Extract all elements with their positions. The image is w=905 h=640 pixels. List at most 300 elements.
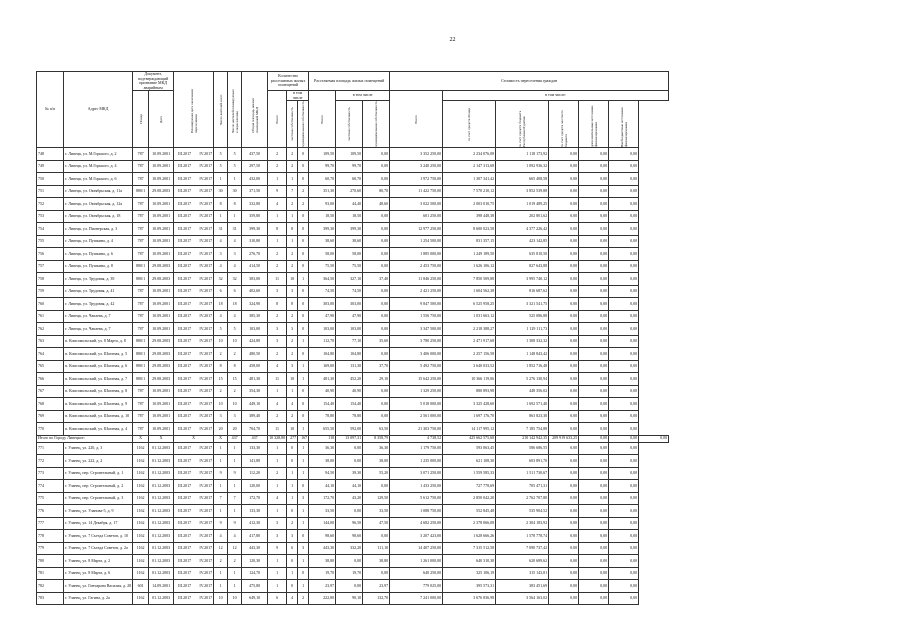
table-cell: г. Липецк, ул. Октябрьская, д. 18 (64, 210, 133, 223)
table-cell: 38,60 (336, 235, 363, 248)
col-address: Адрес МКД (64, 72, 133, 148)
table-cell: 14 407 250,00 (390, 542, 443, 555)
table-cell: 10.09.2001 (149, 323, 174, 336)
table-cell: 753 (37, 210, 64, 223)
cell-demolition-date: IV.2017 (199, 582, 213, 588)
table-cell: 0,00 (609, 410, 639, 423)
table-cell: 1162 (133, 505, 149, 518)
table-cell: 0 (298, 480, 309, 493)
table-cell: 1162 (133, 530, 149, 543)
table-cell: 3 240 250,00 (390, 160, 443, 173)
col-rooms-municipal: муниципальная собственность (298, 101, 309, 148)
cell-relocation-date: III.2017 (178, 200, 192, 206)
table-cell: 3 (298, 542, 309, 555)
cell-planned-dates (174, 492, 214, 505)
table-cell: 14.09.2001 (149, 580, 174, 593)
table-cell: 0,00 (609, 235, 639, 248)
table-cell: 2 (228, 348, 242, 361)
table-cell: 0 (298, 530, 309, 543)
table-cell: 9 (268, 185, 287, 198)
col-doc-date: Дата (149, 91, 174, 148)
table-cell: 32 (214, 273, 228, 286)
cell-planned-dates (174, 323, 214, 336)
table-cell: 0,00 (549, 285, 579, 298)
table-cell: 0,00 (363, 398, 390, 411)
cell-demolition-date: IV.2017 (199, 275, 213, 281)
table-cell: 760 (37, 298, 64, 311)
cell-relocation-date: III.2017 (178, 275, 192, 281)
table-cell: 3 (268, 517, 287, 530)
table-cell: 5 612 750,00 (390, 492, 443, 505)
cell-relocation-date: III.2017 (178, 595, 192, 600)
total-cell: Х (133, 435, 149, 442)
table-cell: 4 (268, 198, 287, 211)
table-cell: 452,20 (336, 373, 363, 386)
table-cell: 44,10 (309, 480, 336, 493)
cell-planned-dates (174, 248, 214, 261)
table-cell: 0,00 (549, 480, 579, 493)
table-cell: 1 (287, 492, 298, 505)
table-cell: г. Уланец, пер. Строительный, д. 2 (64, 480, 133, 493)
table-cell: 2 (268, 410, 287, 423)
table-cell: 1 (287, 480, 298, 493)
table-cell: 1 (214, 173, 228, 186)
table-row (37, 285, 669, 298)
table-cell: 1 (268, 505, 287, 518)
cell-demolition-date: IV.2017 (199, 595, 213, 600)
table-cell: 831 357,15 (443, 235, 496, 248)
table-cell: 1 088 750,00 (390, 505, 443, 518)
table-cell: 0,00 (549, 310, 579, 323)
table-cell: 15 (214, 373, 228, 386)
table-cell: 1 148 843,42 (496, 348, 549, 361)
table-cell: 0,00 (336, 505, 363, 518)
table-cell: 0,00 (336, 555, 363, 568)
table-cell: 0,00 (579, 530, 609, 543)
table-cell: 1 (298, 517, 309, 530)
table-body-part2 (37, 442, 669, 605)
cell-relocation-date: III.2017 (178, 213, 192, 218)
table-cell: 154,40 (309, 398, 336, 411)
table-cell: 0 (298, 323, 309, 336)
table-cell: 749 (37, 160, 64, 173)
cell-relocation-date: III.2017 (178, 507, 192, 513)
table-cell: 310,80 (242, 235, 268, 248)
cell-relocation-date: III.2017 (178, 470, 192, 475)
table-cell: 8 (228, 360, 242, 373)
col-fund: за счет средств Фонда (443, 101, 496, 148)
table-cell: 0,00 (579, 173, 609, 186)
table-cell: 0,00 (609, 310, 639, 323)
table-cell: 2 003 010,75 (443, 198, 496, 211)
table-cell: 880 893,98 (443, 385, 496, 398)
table-cell: 2 257 156,58 (443, 348, 496, 361)
table-cell: 3 (268, 285, 287, 298)
table-cell: г. Липецк, ул. Трудовая, д. 41 (64, 285, 133, 298)
table-cell: 29.08.2003 (149, 373, 174, 386)
table-row (37, 385, 669, 398)
table-cell: 1 (298, 335, 309, 348)
table-cell: 0,00 (363, 260, 390, 273)
table-cell: 0,00 (609, 480, 639, 493)
cell-demolition-date: IV.2017 (199, 570, 213, 575)
table-cell: 1 (287, 210, 298, 223)
table-cell: 768 (37, 398, 64, 411)
table-cell: 2 234 076,08 (443, 148, 496, 161)
table-cell: 787 (133, 173, 149, 186)
table-cell: 38,80 (309, 555, 336, 568)
table-cell: 0,00 (579, 185, 609, 198)
table-cell: 3 321 541,75 (496, 298, 549, 311)
table-cell: г. Уланец, ул. 222, д. 2 (64, 455, 133, 468)
table-cell: 40,90 (309, 385, 336, 398)
table-cell: 80,70 (363, 185, 390, 198)
cell-relocation-date: III.2017 (178, 188, 192, 193)
table-cell: 10.09.2001 (149, 235, 174, 248)
total-cell: 110 (309, 435, 336, 442)
table-cell: 1 307 341,42 (443, 173, 496, 186)
table-row (37, 248, 669, 261)
cell-demolition-date: IV.2017 (199, 507, 213, 513)
table-cell: 58,00 (309, 248, 336, 261)
col-cost-group: Стоимость переселения граждан (390, 72, 669, 91)
table-row (37, 260, 669, 273)
table-cell: 01.12.2003 (149, 505, 174, 518)
table-cell: г. Липецк, ул. Пушкина, д. 4 (64, 235, 133, 248)
table-cell: 303,00 (309, 298, 336, 311)
table-cell: 32 (228, 273, 242, 286)
table-cell: 222,80 (309, 592, 336, 605)
table-cell: 751 (37, 185, 64, 198)
table-cell: 0,00 (579, 248, 609, 261)
table-cell: 2 453 750,00 (390, 260, 443, 273)
table-cell: 0 (287, 455, 298, 468)
table-cell: 782 (37, 580, 64, 593)
table-cell: 0 (298, 348, 309, 361)
table-cell: 1 (268, 580, 287, 593)
cell-demolition-date: IV.2017 (199, 445, 213, 450)
table-cell: 621 108,30 (443, 455, 496, 468)
table-cell: 98,60 (336, 530, 363, 543)
table-cell: 63,50 (363, 423, 390, 436)
table-cell: 133,30 (242, 505, 268, 518)
table-cell: 112,20 (242, 467, 268, 480)
table-cell: 55,20 (363, 467, 390, 480)
table-cell: 1 (287, 567, 298, 580)
cell-demolition-date: IV.2017 (199, 250, 213, 256)
table-cell: 0,00 (579, 373, 609, 386)
table-cell: 0 (298, 148, 309, 161)
table-cell: 640 310,38 (443, 555, 496, 568)
cell-relocation-date: III.2017 (178, 400, 192, 406)
table-cell: 761 (37, 310, 64, 323)
table-cell: 0 (298, 298, 309, 311)
table-cell: 772 (37, 455, 64, 468)
table-cell: 649,10 (242, 592, 268, 605)
col-cost-incl: в том числе: (443, 91, 669, 101)
table-cell: 787 (133, 298, 149, 311)
table-cell: 38,80 (363, 555, 390, 568)
table-cell: 3 071 250,00 (390, 467, 443, 480)
table-cell: 0,00 (579, 423, 609, 436)
table-row (37, 198, 669, 211)
cell-planned-dates (174, 455, 214, 468)
table-cell: 10 (228, 398, 242, 411)
table-cell: 0 (298, 210, 309, 223)
table-cell: 10.09.2001 (149, 210, 174, 223)
table-row (37, 298, 669, 311)
table-cell: 777 (37, 517, 64, 530)
table-cell: 15 (228, 373, 242, 386)
table-cell: 12 977 250,00 (390, 223, 443, 236)
table-cell: 33,50 (309, 505, 336, 518)
cell-planned-dates (174, 542, 214, 555)
table-cell: 0,00 (579, 298, 609, 311)
cell-planned-dates (174, 235, 214, 248)
table-cell: 0,00 (579, 323, 609, 336)
table-cell: 759 (37, 285, 64, 298)
table-cell: 75,50 (336, 260, 363, 273)
table-cell: 10 (287, 373, 298, 386)
table-cell: 8 (268, 223, 287, 236)
cell-demolition-date: IV.2017 (199, 532, 213, 538)
cell-planned-dates (174, 198, 214, 211)
table-cell: 202 801,62 (496, 210, 549, 223)
table-cell: 787 (133, 235, 149, 248)
table-cell: 1 (214, 455, 228, 468)
table-cell: 0,00 (579, 467, 609, 480)
cell-demolition-date: IV.2017 (199, 495, 213, 500)
table-cell: 1 692 571,40 (496, 398, 549, 411)
table-cell: 775 (37, 492, 64, 505)
table-cell: 787 (133, 398, 149, 411)
table-cell: 10.09.2001 (149, 423, 174, 436)
table-cell: 480,50 (242, 348, 268, 361)
table-cell: 1 329 250,00 (390, 385, 443, 398)
table-cell: 2 (287, 248, 298, 261)
cell-relocation-date: III.2017 (178, 375, 192, 381)
table-cell: 276,70 (242, 248, 268, 261)
cell-planned-dates (174, 592, 214, 605)
col-doc-number: Номер (133, 91, 149, 148)
table-cell: 880/1 (133, 260, 149, 273)
table-cell: 2 (287, 160, 298, 173)
table-cell: 112,70 (309, 335, 336, 348)
table-cell: 385,30 (242, 310, 268, 323)
table-cell: 90,10 (336, 592, 363, 605)
col-area-total: Всего (309, 91, 336, 148)
table-cell: 4 (268, 398, 287, 411)
table-cell: 10 (214, 335, 228, 348)
table-cell: 3 852 539,88 (496, 185, 549, 198)
col-planned-dates: Планируемая дата окончания переселения (174, 72, 214, 148)
table-cell: 5 (214, 148, 228, 161)
table-cell: 424,80 (242, 335, 268, 348)
cell-planned-dates (174, 148, 214, 161)
table-row (37, 592, 669, 605)
table-cell: 0 (298, 398, 309, 411)
table-cell: 47,90 (336, 310, 363, 323)
table-cell: 19,70 (309, 567, 336, 580)
table-cell: 0,00 (609, 298, 639, 311)
table-cell: 1 (268, 210, 287, 223)
table-cell: 0,00 (609, 580, 639, 593)
table-cell: 8 (214, 198, 228, 211)
table-cell: 0,00 (579, 455, 609, 468)
table-cell: 787 (133, 160, 149, 173)
table-cell: 0,00 (549, 335, 579, 348)
table-cell: 0 (298, 248, 309, 261)
table-cell: 1 (298, 360, 309, 373)
table-cell: 0,00 (609, 360, 639, 373)
table-cell: г. Липецк, ул. Чапаева, д. 7 (64, 323, 133, 336)
table-cell: 0,00 (579, 285, 609, 298)
table-cell: г. Липецк, ул. Чапаева, д. 7 (64, 310, 133, 323)
table-cell: 0,00 (609, 555, 639, 568)
table-cell: 0,00 (363, 235, 390, 248)
table-cell: 35,60 (363, 335, 390, 348)
table-cell: 47,90 (309, 310, 336, 323)
table-cell: 109,50 (336, 148, 363, 161)
table-cell: 141,80 (242, 455, 268, 468)
table-cell: п. Комсомольский, ул. Шахтная, д. 9 (64, 398, 133, 411)
table-cell: 1 697 176,70 (443, 410, 496, 423)
table-cell: 2 (214, 555, 228, 568)
cell-relocation-date: III.2017 (178, 288, 192, 293)
table-cell: 783 (37, 592, 64, 605)
table-cell: 1 (268, 555, 287, 568)
table-cell: 315 143,81 (496, 567, 549, 580)
col-area-private: частная собственность (336, 101, 363, 148)
table-cell: 417,80 (242, 530, 268, 543)
table-cell: 109,50 (309, 148, 336, 161)
table-cell: 2 561 000,00 (390, 410, 443, 423)
table-cell: 2 762 707,80 (496, 492, 549, 505)
table-cell: 3 676 836,98 (443, 592, 496, 605)
table-row (37, 442, 669, 455)
table-cell: 3 (287, 285, 298, 298)
table-cell: 01.12.2003 (149, 542, 174, 555)
table-cell: 43,20 (336, 492, 363, 505)
cell-planned-dates (174, 398, 214, 411)
table-cell: 7 (228, 492, 242, 505)
table-cell: 757 (37, 260, 64, 273)
table-cell: 10.09.2001 (149, 298, 174, 311)
table-cell: 8 (268, 298, 287, 311)
table-cell: 1 (228, 567, 242, 580)
table-cell: 481,30 (309, 373, 336, 386)
table-cell: 0 (287, 580, 298, 593)
cell-planned-dates (174, 310, 214, 323)
table-cell: 0,00 (609, 160, 639, 173)
table-cell: 1 235 000,00 (390, 455, 443, 468)
table-cell: 1 (214, 442, 228, 455)
table-cell: 98,60 (309, 530, 336, 543)
table-cell: 552 845,48 (443, 505, 496, 518)
table-cell: 6 (287, 542, 298, 555)
table-cell: 29.08.2003 (149, 360, 174, 373)
table-cell: 1 (298, 273, 309, 286)
table-row (37, 148, 669, 161)
table-cell: 33,50 (363, 505, 390, 518)
table-cell: 4 377 226,42 (496, 223, 549, 236)
col-rooms-group: Количество расселяемых жилых помещений (268, 72, 309, 91)
col-rooms-total: Всего (268, 91, 287, 148)
table-cell: 383 451,69 (496, 580, 549, 593)
table-cell: 332,80 (242, 198, 268, 211)
table-cell: 1 (268, 567, 287, 580)
table-cell: п. Комсомольский, ул. Шахтная, д. 6 (64, 360, 133, 373)
table-cell: 0 (298, 235, 309, 248)
cell-demolition-date: IV.2017 (199, 425, 213, 431)
table-row (37, 398, 669, 411)
table-cell: 31 (228, 223, 242, 236)
table-cell: 787 (133, 210, 149, 223)
table-cell: 48,60 (363, 198, 390, 211)
table-cell: 3 022 500,00 (390, 198, 443, 211)
table-cell: 0,00 (609, 323, 639, 336)
cell-demolition-date: IV.2017 (199, 213, 213, 218)
table-cell: 756 (37, 248, 64, 261)
table-cell: 1 118 173,92 (496, 148, 549, 161)
table-cell: 10 366 119,06 (443, 373, 496, 386)
table-cell: 0,00 (609, 455, 639, 468)
col-rooms-incl: в том числе (287, 91, 309, 101)
cell-relocation-date: III.2017 (178, 425, 192, 431)
table-cell: 776 (37, 505, 64, 518)
table-cell: 0,00 (549, 148, 579, 161)
table-cell: 1162 (133, 467, 149, 480)
cell-demolition-date: IV.2017 (199, 300, 213, 306)
table-cell: 1 (287, 235, 298, 248)
table-row (37, 160, 669, 173)
cell-relocation-date: III.2017 (178, 413, 192, 418)
table-cell: 0,00 (579, 360, 609, 373)
relocation-table (36, 71, 669, 605)
table-cell: 0,00 (609, 492, 639, 505)
table-cell: 103,00 (309, 323, 336, 336)
table-cell: 144,00 (309, 517, 336, 530)
table-cell: 11 846 250,00 (390, 273, 443, 286)
table-cell: 10.09.2001 (149, 385, 174, 398)
table-cell: 5 (214, 323, 228, 336)
table-cell: 60,70 (336, 173, 363, 186)
table-row (37, 185, 669, 198)
cell-demolition-date: IV.2017 (199, 388, 213, 393)
cell-demolition-date: IV.2017 (199, 150, 213, 156)
table-cell: 2 (298, 185, 309, 198)
table-cell: г. Уланец, ул. Гончарова Василия, д. 28 (64, 580, 133, 593)
cell-relocation-date: III.2017 (178, 557, 192, 563)
table-cell: 525 086,88 (496, 310, 549, 323)
table-cell: 0,00 (363, 323, 390, 336)
table-cell: 779 025,00 (390, 580, 443, 593)
table-cell: 0,00 (549, 455, 579, 468)
table-cell: 0,00 (579, 235, 609, 248)
table-cell: 104,80 (309, 348, 336, 361)
cell-relocation-date: III.2017 (178, 313, 192, 318)
table-cell: 132,70 (363, 592, 390, 605)
table-cell: 351,30 (309, 185, 336, 198)
table-cell: 0,00 (363, 480, 390, 493)
table-cell: 787 (133, 285, 149, 298)
cell-planned-dates (174, 505, 214, 518)
table-cell: 18 (228, 298, 242, 311)
table-cell: 758 (37, 273, 64, 286)
table-cell: 3 207 423,00 (390, 530, 443, 543)
table-cell: 4 (287, 398, 298, 411)
cell-demolition-date: IV.2017 (199, 350, 213, 356)
